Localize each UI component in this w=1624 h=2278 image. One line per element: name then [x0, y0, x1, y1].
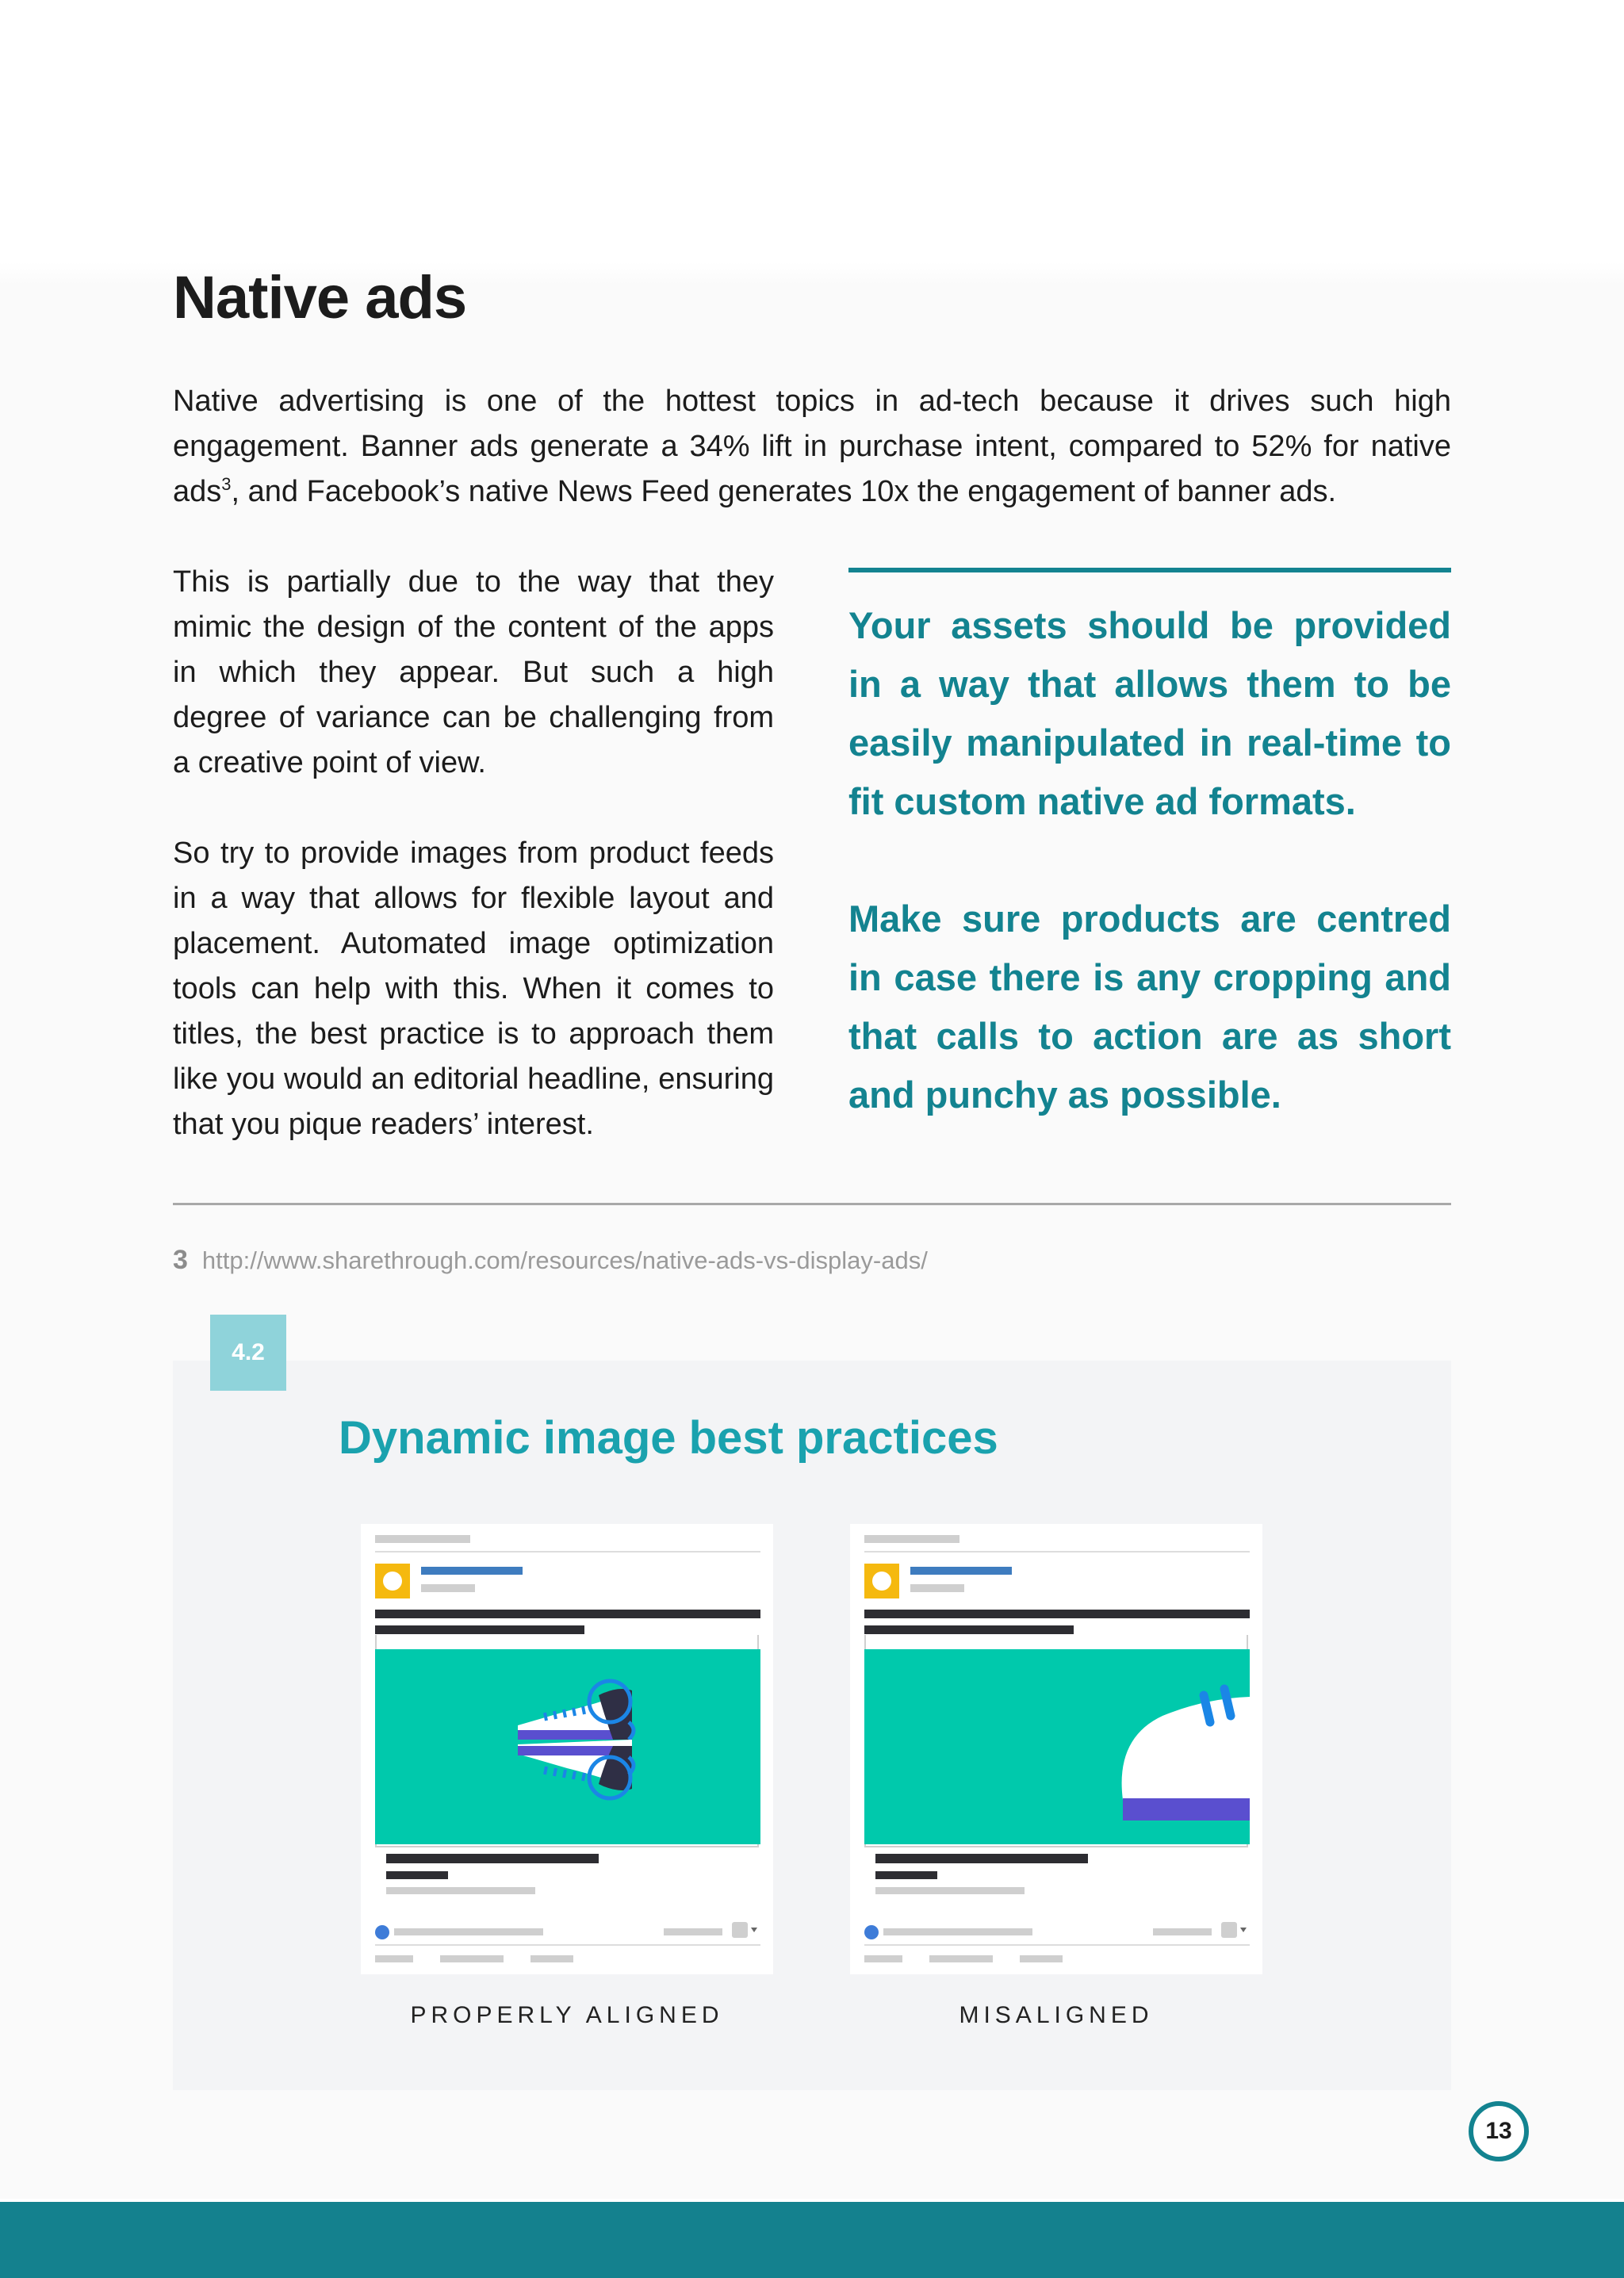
text-bar — [864, 1610, 1250, 1618]
divider — [375, 1551, 760, 1552]
divider — [864, 1944, 1250, 1946]
callout-paragraph-2: Make sure products are centred in case there is any cropping and that calls to action are as short and punchy as possible. — [848, 898, 1451, 1116]
placeholder-bar — [1153, 1928, 1212, 1935]
sneakers-icon — [375, 1649, 760, 1844]
placeholder-bar — [375, 1535, 470, 1543]
placeholder-bar — [664, 1928, 722, 1935]
placeholder-bar — [864, 1535, 959, 1543]
section-badge: 4.2 — [210, 1315, 286, 1391]
text-bar — [875, 1871, 937, 1879]
ad-mockup-aligned — [361, 1524, 773, 1974]
caret-down-icon — [751, 1928, 757, 1932]
profile-thumb-icon — [1221, 1922, 1237, 1938]
placeholder-bar — [440, 1955, 504, 1962]
placeholder-bar — [375, 1955, 413, 1962]
text-bar — [864, 1625, 1074, 1634]
avatar-icon — [864, 1564, 899, 1598]
page-heading: Native ads — [173, 264, 467, 331]
ad-mockup-misaligned — [850, 1524, 1262, 1974]
intro-paragraph — [173, 379, 1451, 515]
callout-rule — [848, 568, 1451, 572]
footer-band — [0, 2202, 1624, 2278]
placeholder-bar — [883, 1928, 1032, 1935]
headline-bar — [386, 1854, 599, 1863]
text-bar — [375, 1610, 760, 1618]
placeholder-bar — [421, 1584, 475, 1592]
placeholder-bar — [530, 1955, 573, 1962]
ad-image — [375, 1649, 760, 1844]
placeholder-bar — [910, 1584, 964, 1592]
divider — [375, 1944, 760, 1946]
text-bar — [375, 1625, 584, 1634]
divider — [864, 1551, 1250, 1552]
placeholder-bar — [929, 1955, 993, 1962]
placeholder-bar — [1020, 1955, 1063, 1962]
footnote-marker: 3 — [221, 474, 232, 494]
caret-down-icon — [1240, 1928, 1247, 1932]
callout-paragraph-1: Your assets should be provided in a way that allows them to be easily manipulated in real-time to fit custom native ad formats. — [848, 604, 1451, 822]
caption-misaligned: MISALIGNED — [959, 2002, 1154, 2028]
footnote-link[interactable]: http://www.sharethrough.com/resources/native-ads-vs-display-ads/ — [201, 1246, 928, 1274]
body-paragraph-1: This is partially due to the way that they mimic the design of the content of the apps in which they appear. But such a high degree of variance can be challenging from a creative point of view. — [173, 565, 774, 779]
page-number: 13 — [1469, 2101, 1529, 2161]
ad-image — [864, 1649, 1250, 1844]
placeholder-bar — [875, 1887, 1025, 1894]
profile-thumb-icon — [732, 1922, 748, 1938]
body-column — [173, 560, 774, 1147]
intro-text: Native advertising is one of the hottest topics in ad-tech because it drives such high engagement. Banner ads generate a 34% lift in purchase intent, compared to 52% for native ads — [173, 385, 1451, 508]
avatar-icon — [375, 1564, 410, 1598]
placeholder-bar — [394, 1928, 543, 1935]
footnote-divider — [173, 1203, 1451, 1205]
placeholder-bar — [864, 1955, 902, 1962]
like-icon — [864, 1925, 879, 1939]
page-name-bar — [421, 1567, 523, 1575]
footnote — [173, 1245, 928, 1276]
page-name-bar — [910, 1567, 1012, 1575]
caption-properly-aligned: PROPERLY ALIGNED — [410, 2002, 724, 2028]
callout-quote — [848, 596, 1451, 1124]
section-title: Dynamic image best practices — [339, 1412, 998, 1464]
headline-bar — [875, 1854, 1088, 1863]
like-icon — [375, 1925, 389, 1939]
text-bar — [386, 1871, 448, 1879]
body-paragraph-2: So try to provide images from product feeds in a way that allows for flexible layout and placement. Automated image optimization tools can help with this. When it comes to titles, the best practice is to approach them like you would an editorial headline, ensuring that you pique readers’ interest. — [173, 837, 774, 1141]
footnote-number: 3 — [173, 1245, 188, 1275]
cropped-sneaker-icon — [864, 1649, 1250, 1844]
placeholder-bar — [386, 1887, 535, 1894]
intro-text-end: , and Facebook’s native News Feed generates 10x the engagement of banner ads. — [231, 475, 1337, 508]
